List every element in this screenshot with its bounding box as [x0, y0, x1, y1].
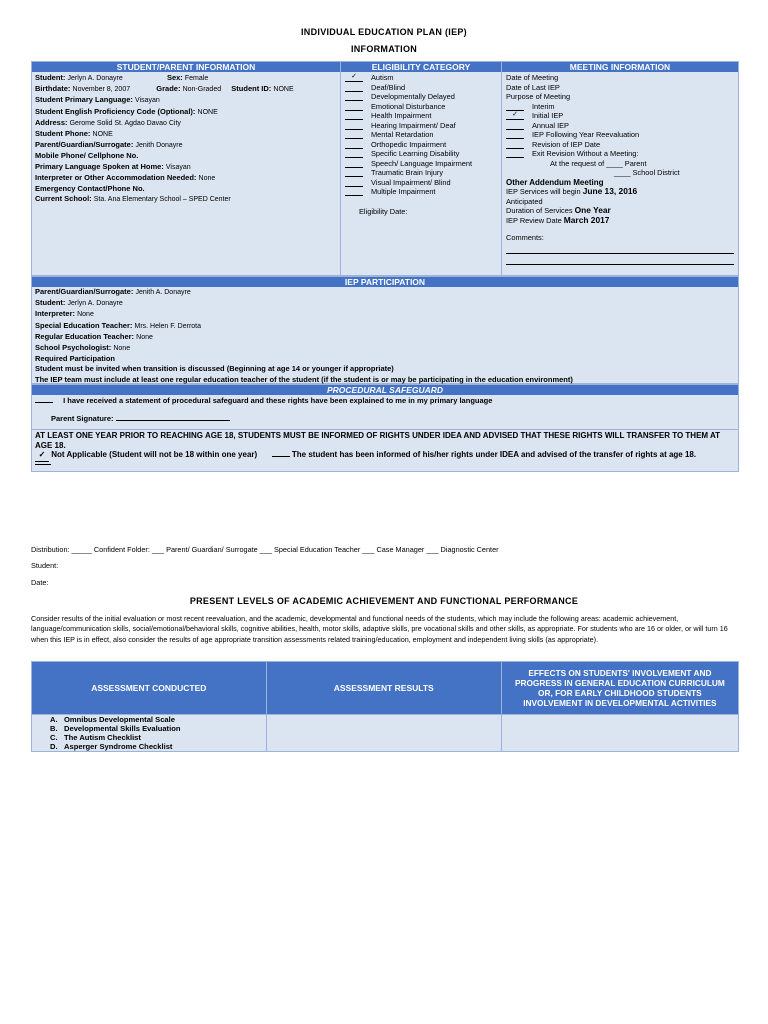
- distribution-line: Distribution: _____ Confident Folder: ___ Parent/ Guardian/ Surrogate ___ Special Education Teacher ___ Case Manager ___ Diagnostic Center: [31, 545, 499, 554]
- interpreter-row: Interpreter or Other Accommodation Needed: None: [35, 172, 216, 182]
- anticipated-line: Anticipated: [506, 196, 543, 206]
- assessment-letter: C.: [50, 733, 58, 742]
- purpose-item: [506, 102, 734, 112]
- purpose-label: Interim: [532, 101, 555, 111]
- assessment-name: Asperger Syndrome Checklist: [64, 742, 173, 751]
- safeguard-section: [31, 384, 739, 472]
- eligibility-date-label: Eligibility Date:: [359, 207, 408, 216]
- eligibility-checkbox[interactable]: [345, 121, 363, 130]
- effects-cell[interactable]: [501, 715, 738, 752]
- info-section: [31, 61, 739, 276]
- comments-label: Comments:: [506, 233, 544, 242]
- purpose-checkbox[interactable]: [506, 130, 524, 139]
- purpose-item: [506, 121, 734, 131]
- eligibility-label: Deaf/Blind: [371, 82, 406, 92]
- transition-note: Student must be invited when transition is discussed (Beginning at age 14 or younger if appropriate): [35, 364, 394, 374]
- eligibility-label: Multiple Impairment: [371, 187, 436, 196]
- safeguard-header: PROCEDURAL SAFEGUARD: [32, 385, 738, 395]
- mobile-row: Mobile Phone/ Cellphone No.: [35, 151, 139, 161]
- eligibility-item: [345, 121, 497, 131]
- eligibility-label: Mental Retardation: [371, 130, 434, 139]
- meeting-column: [502, 62, 738, 275]
- participation-section: [31, 276, 739, 384]
- purpose-label: Exit Revision Without a Meeting:: [532, 149, 639, 158]
- assessment-item: [36, 724, 262, 733]
- effects-header: EFFECTS ON STUDENTS' INVOLVEMENT AND PROGRESS IN GENERAL EDUCATION CURRICULUM OR, FOR EARLY CHILDHOOD STUDENTS INVOLVEMENT IN DEVELOPMENTAL ACTIVITIES: [501, 662, 738, 715]
- purpose-checkbox[interactable]: [506, 102, 524, 111]
- eligibility-item: [345, 187, 497, 197]
- home-language-row: Primary Language Spoken at Home: Visayan: [35, 161, 191, 171]
- assessment-table: [31, 661, 739, 752]
- date-last-iep: Date of Last IEP: [506, 82, 560, 92]
- document-title: INDIVIDUAL EDUCATION PLAN (IEP): [301, 27, 467, 37]
- addendum-line: Other Addendum Meeting: [506, 177, 604, 187]
- date-of-meeting: Date of Meeting: [506, 73, 559, 82]
- eligibility-item: [345, 149, 497, 159]
- eligibility-item: [345, 178, 497, 188]
- eligibility-checkbox[interactable]: [345, 111, 363, 120]
- eligibility-label: Orthopedic Impairment: [371, 139, 447, 149]
- plaafp-paragraph: Consider results of the initial evaluation or most recent reevaluation, and the academic, developmental and functional needs of the students, which may include the following areas: academic achievement, language/communication skills, social/emotional/behavioral skills, cognitive abilities, health, motor skills, adaptive skills, pre vocational skills and other skills, as appropriate. For students who are 16 or older, or will turn 16 when this IEP is in effect, also consider the results of age appropriate transition assessments related training/education, employment and independent living skills (as appropriate).: [31, 614, 728, 644]
- informed-check[interactable]: [272, 456, 290, 457]
- school-district-line: ____ School District: [614, 168, 680, 177]
- assessment-name: Developmental Skills Evaluation: [64, 724, 181, 733]
- eligibility-checkbox[interactable]: [345, 92, 363, 101]
- review-line: IEP Review Date March 2017: [506, 214, 610, 225]
- participation-interpreter: Interpreter: None: [35, 309, 94, 319]
- participation-header: IEP PARTICIPATION: [32, 277, 738, 287]
- safeguard-statement: I have received a statement of procedural safeguard and these rights have been explained to me in my primary language: [35, 396, 735, 406]
- primary-language-row: Student Primary Language: Visayan: [35, 95, 160, 105]
- eligibility-item: [345, 73, 497, 83]
- purpose-checkbox[interactable]: ✓: [506, 111, 524, 120]
- distribution-date: Date:: [31, 578, 49, 587]
- assessment-results-cell[interactable]: [266, 715, 501, 752]
- purpose-item: [506, 140, 734, 150]
- address-row: Address: Gerome Solid St. Agdao Davao City: [35, 117, 181, 127]
- emergency-row: Emergency Contact/Phone No.: [35, 184, 145, 194]
- assessment-letter: A.: [50, 715, 58, 724]
- purpose-checkbox[interactable]: [506, 140, 524, 149]
- parent-signature-row: Parent Signature:: [35, 414, 735, 424]
- eligibility-label: Speech/ Language Impairment: [371, 158, 473, 168]
- plaafp-title: PRESENT LEVELS OF ACADEMIC ACHIEVEMENT AND FUNCTIONAL PERFORMANCE: [189, 596, 579, 606]
- eligibility-checkbox[interactable]: [345, 102, 363, 111]
- eligibility-label: Emotional Disturbance: [371, 101, 446, 111]
- safeguard-check[interactable]: [35, 402, 53, 403]
- eligibility-checkbox[interactable]: [345, 140, 363, 149]
- assessment-item: [36, 715, 262, 724]
- document-subtitle: INFORMATION: [350, 44, 418, 54]
- student-parent-column: [32, 62, 341, 275]
- eligibility-checkbox[interactable]: [345, 130, 363, 139]
- eligibility-column: [341, 62, 502, 275]
- parent-signature-line[interactable]: [116, 420, 230, 421]
- purpose-checkbox[interactable]: [506, 149, 524, 158]
- eligibility-checkbox[interactable]: [345, 168, 363, 177]
- extra-check-line: [35, 462, 51, 465]
- meeting-header: MEETING INFORMATION: [502, 62, 738, 72]
- request-line: At the request of ____ Parent: [550, 158, 647, 168]
- assessment-item: [36, 742, 262, 751]
- eligibility-item: [345, 83, 497, 93]
- participation-parent: Parent/Guardian/Surrogate: Jenith A. Donayre: [35, 287, 191, 296]
- student-parent-header: STUDENT/PARENT INFORMATION: [32, 62, 340, 72]
- eligibility-checkbox[interactable]: [345, 149, 363, 158]
- assessment-name: Omnibus Developmental Scale: [64, 715, 175, 724]
- assessment-letter: B.: [50, 724, 58, 733]
- birthdate-row: Birthdate: November 8, 2007 Grade: Non-Graded Student ID: NONE: [35, 84, 294, 94]
- team-note: The IEP team must include at least one regular education teacher of the student (if the student is or may be participating in the education environment): [35, 374, 573, 384]
- eligibility-checkbox[interactable]: ✓: [345, 73, 363, 82]
- not-applicable-check[interactable]: ✓: [35, 450, 49, 461]
- eligibility-label: Health Impairment: [371, 111, 432, 120]
- proficiency-row: Student English Proficiency Code (Optional): NONE: [35, 106, 218, 116]
- student-row: Student: Jerlyn A. Donayre Sex: Female: [35, 73, 209, 82]
- purpose-label: IEP Following Year Reevaluation: [532, 130, 640, 139]
- age18-options: ✓ Not Applicable (Student will not be 18 within one year) The student has been informed of his/her rights under IDEA and advised of the transfer of rights at age 18.: [35, 450, 735, 461]
- eligibility-label: Autism: [371, 73, 394, 82]
- eligibility-label: Hearing Impairment/ Deaf: [371, 120, 456, 130]
- eligibility-checkbox[interactable]: [345, 159, 363, 168]
- purpose-item: [506, 111, 734, 121]
- participation-sped-teacher: Special Education Teacher: Mrs. Helen F. Derrota: [35, 320, 202, 330]
- school-row: Current School: Sta. Ana Elementary School – SPED Center: [35, 194, 231, 204]
- eligibility-item: [345, 140, 497, 150]
- required-participation: Required Participation: [35, 354, 116, 364]
- eligibility-item: [345, 111, 497, 121]
- participation-psychologist: School Psychologist: None: [35, 343, 131, 353]
- assessment-name: The Autism Checklist: [64, 733, 141, 742]
- participation-student: Student: Jerlyn A. Donayre: [35, 298, 123, 308]
- eligibility-item: [345, 92, 497, 102]
- purpose-label: Initial IEP: [532, 111, 564, 120]
- eligibility-item: [345, 159, 497, 169]
- assessment-conducted-header: ASSESSMENT CONDUCTED: [32, 662, 267, 715]
- eligibility-checkbox[interactable]: [345, 178, 363, 187]
- eligibility-item: [345, 168, 497, 178]
- purpose-item: [506, 149, 734, 159]
- eligibility-header: ELIGIBILITY CATEGORY: [341, 62, 501, 72]
- purpose-label: Annual IEP: [532, 120, 569, 130]
- comments-line-1[interactable]: [506, 243, 734, 254]
- parent-row: Parent/Guardian/Surrogate: Jenith Donayre: [35, 140, 183, 150]
- services-begin-line: IEP Services will begin June 13, 2016: [506, 186, 638, 196]
- eligibility-label: Traumatic Brain Injury: [371, 168, 444, 177]
- comments-line-2[interactable]: [506, 254, 734, 265]
- assessment-results-header: ASSESSMENT RESULTS: [266, 662, 501, 715]
- assessment-letter: D.: [50, 742, 58, 751]
- purpose-item: [506, 130, 734, 140]
- age18-notice: AT LEAST ONE YEAR PRIOR TO REACHING AGE 18, STUDENTS MUST BE INFORMED OF RIGHTS UNDER IDEA AND ADVISED THAT THESE RIGHTS WILL TRANSFER TO THEM AT AGE 18.: [35, 431, 721, 450]
- eligibility-checkbox[interactable]: [345, 187, 363, 196]
- eligibility-checkbox[interactable]: [345, 83, 363, 92]
- participation-regular-teacher: Regular Education Teacher: None: [35, 331, 153, 341]
- eligibility-item: [345, 102, 497, 112]
- eligibility-item: [345, 130, 497, 140]
- eligibility-label: Developmentally Delayed: [371, 92, 455, 101]
- purpose-label: Revision of IEP Date: [532, 139, 601, 149]
- eligibility-label: Visual Impairment/ Blind: [371, 177, 451, 187]
- assessment-item: [36, 733, 262, 742]
- distribution-student: Student:: [31, 561, 59, 570]
- phone-row: Student Phone: NONE: [35, 129, 113, 139]
- purpose-checkbox[interactable]: [506, 121, 524, 130]
- duration-line: Duration of Services One Year: [506, 205, 611, 215]
- purpose-of-meeting: Purpose of Meeting: [506, 92, 571, 101]
- eligibility-label: Specific Learning Disability: [371, 149, 460, 158]
- assessment-conducted-cell: [32, 715, 267, 752]
